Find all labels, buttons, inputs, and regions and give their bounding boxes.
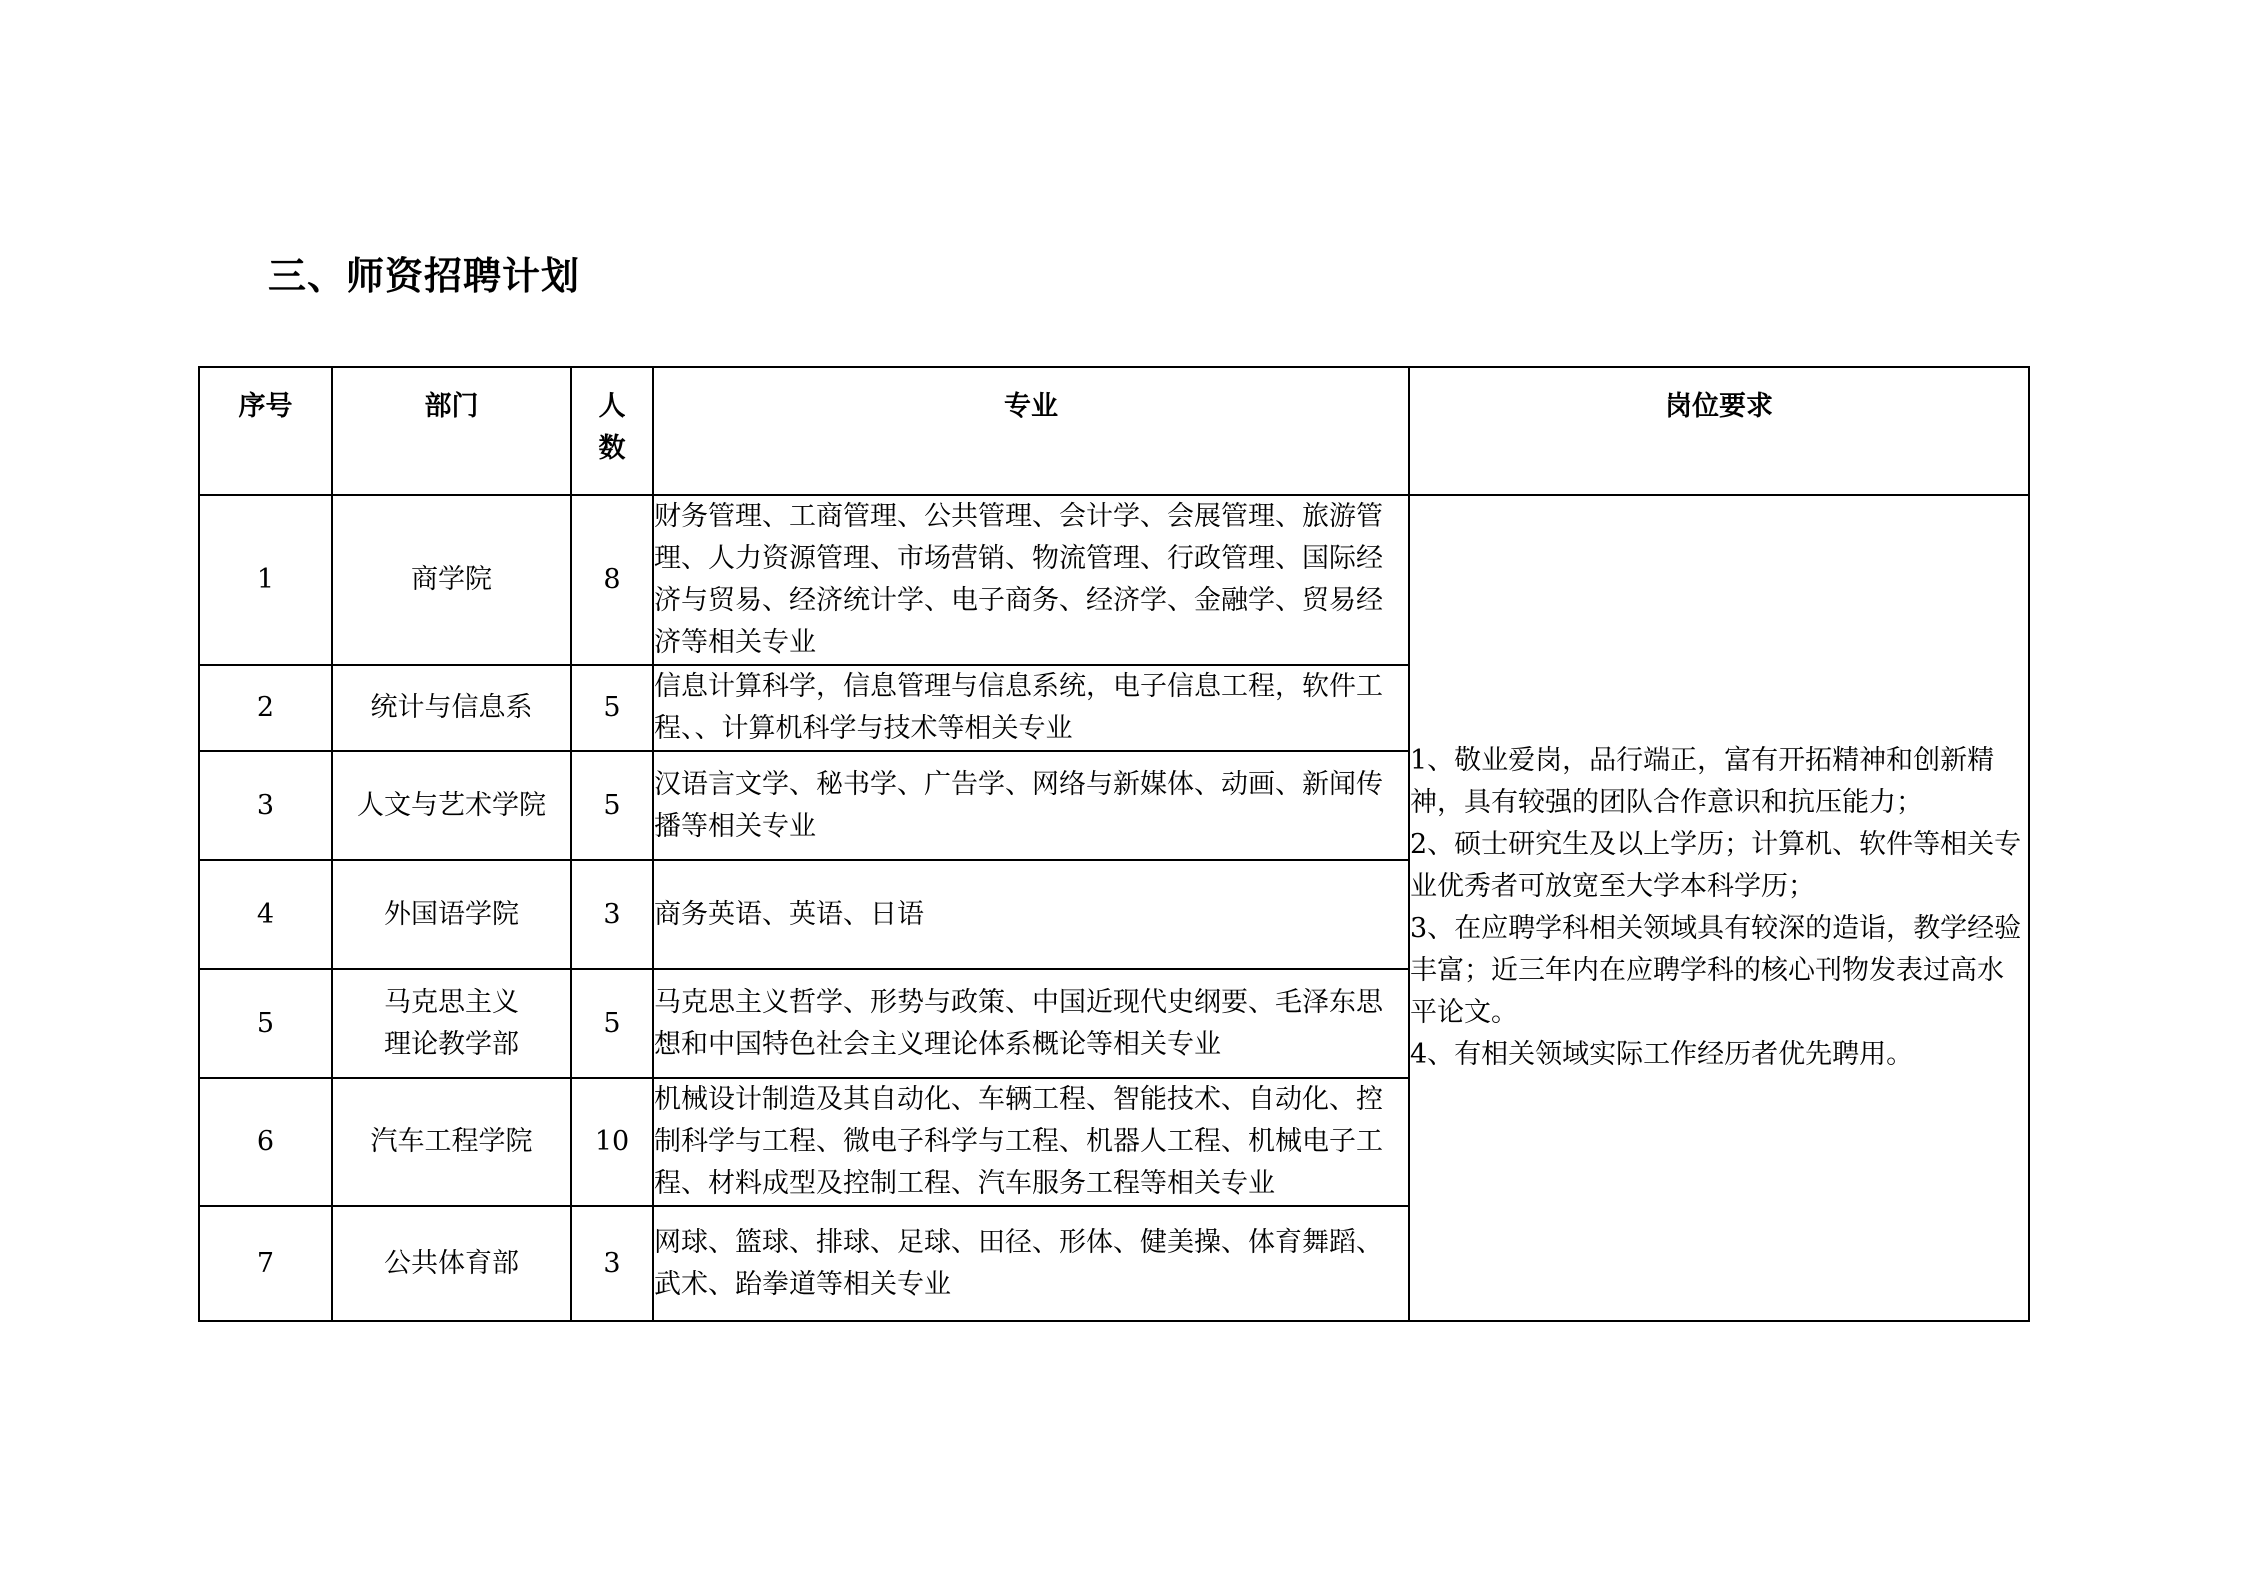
row-department xyxy=(332,969,571,1078)
row-index: 3 xyxy=(199,751,332,860)
row-index: 7 xyxy=(199,1206,332,1321)
header-count xyxy=(571,367,653,495)
row-department: 汽车工程学院 xyxy=(332,1078,571,1206)
row-index: 4 xyxy=(199,860,332,969)
recruitment-plan-table xyxy=(198,366,2030,1322)
requirement-item: 1、敬业爱岗，品行端正，富有开拓精神和创新精神，具有较强的团队合作意识和抗压能力； xyxy=(1410,745,1995,818)
row-major: 网球、篮球、排球、足球、田径、形体、健美操、体育舞蹈、武术、跆拳道等相关专业 xyxy=(653,1206,1409,1321)
row-count: 5 xyxy=(571,751,653,860)
row-count: 5 xyxy=(571,969,653,1078)
row-department: 人文与艺术学院 xyxy=(332,751,571,860)
row-count: 5 xyxy=(571,665,653,751)
row-count: 10 xyxy=(571,1078,653,1206)
row-department-line2: 理论教学部 xyxy=(384,1028,519,1060)
row-index: 6 xyxy=(199,1078,332,1206)
row-department: 商学院 xyxy=(332,495,571,665)
table-row xyxy=(199,495,2029,665)
row-major: 机械设计制造及其自动化、车辆工程、智能技术、自动化、控制科学与工程、微电子科学与工程、机器人工程、机械电子工程、材料成型及控制工程、汽车服务工程等相关专业 xyxy=(653,1078,1409,1206)
header-requirements: 岗位要求 xyxy=(1409,367,2029,495)
row-index: 2 xyxy=(199,665,332,751)
header-department: 部门 xyxy=(332,367,571,495)
row-major: 商务英语、英语、日语 xyxy=(653,860,1409,969)
header-major: 专业 xyxy=(653,367,1409,495)
row-count: 3 xyxy=(571,1206,653,1321)
table-header-row xyxy=(199,367,2029,495)
row-major: 汉语言文学、秘书学、广告学、网络与新媒体、动画、新闻传播等相关专业 xyxy=(653,751,1409,860)
row-major: 财务管理、工商管理、公共管理、会计学、会展管理、旅游管理、人力资源管理、市场营销、物流管理、行政管理、国际经济与贸易、经济统计学、电子商务、经济学、金融学、贸易经济等相关专业 xyxy=(653,495,1409,665)
row-department: 统计与信息系 xyxy=(332,665,571,751)
requirement-item: 3、在应聘学科相关领域具有较深的造诣，教学经验丰富；近三年内在应聘学科的核心刊物发表过高水平论文。 xyxy=(1410,913,2022,1028)
row-count: 8 xyxy=(571,495,653,665)
row-department-line1: 马克思主义 xyxy=(384,986,519,1018)
row-index: 5 xyxy=(199,969,332,1078)
row-count: 3 xyxy=(571,860,653,969)
row-department: 公共体育部 xyxy=(332,1206,571,1321)
header-count-line1: 人 xyxy=(598,391,626,422)
header-index: 序号 xyxy=(199,367,332,495)
row-major: 信息计算科学，信息管理与信息系统，电子信息工程，软件工程、、计算机科学与技术等相关专业 xyxy=(653,665,1409,751)
row-major: 马克思主义哲学、形势与政策、中国近现代史纲要、毛泽东思想和中国特色社会主义理论体系概论等相关专业 xyxy=(653,969,1409,1078)
page-title: 三、师资招聘计划 xyxy=(268,254,581,298)
row-index: 1 xyxy=(199,495,332,665)
row-department: 外国语学院 xyxy=(332,860,571,969)
header-count-line2: 数 xyxy=(598,433,626,464)
requirement-item: 2、硕士研究生及以上学历；计算机、软件等相关专业优秀者可放宽至大学本科学历； xyxy=(1410,829,2022,902)
requirements-cell xyxy=(1409,495,2029,1321)
requirement-item: 4、有相关领域实际工作经历者优先聘用。 xyxy=(1410,1039,1914,1070)
